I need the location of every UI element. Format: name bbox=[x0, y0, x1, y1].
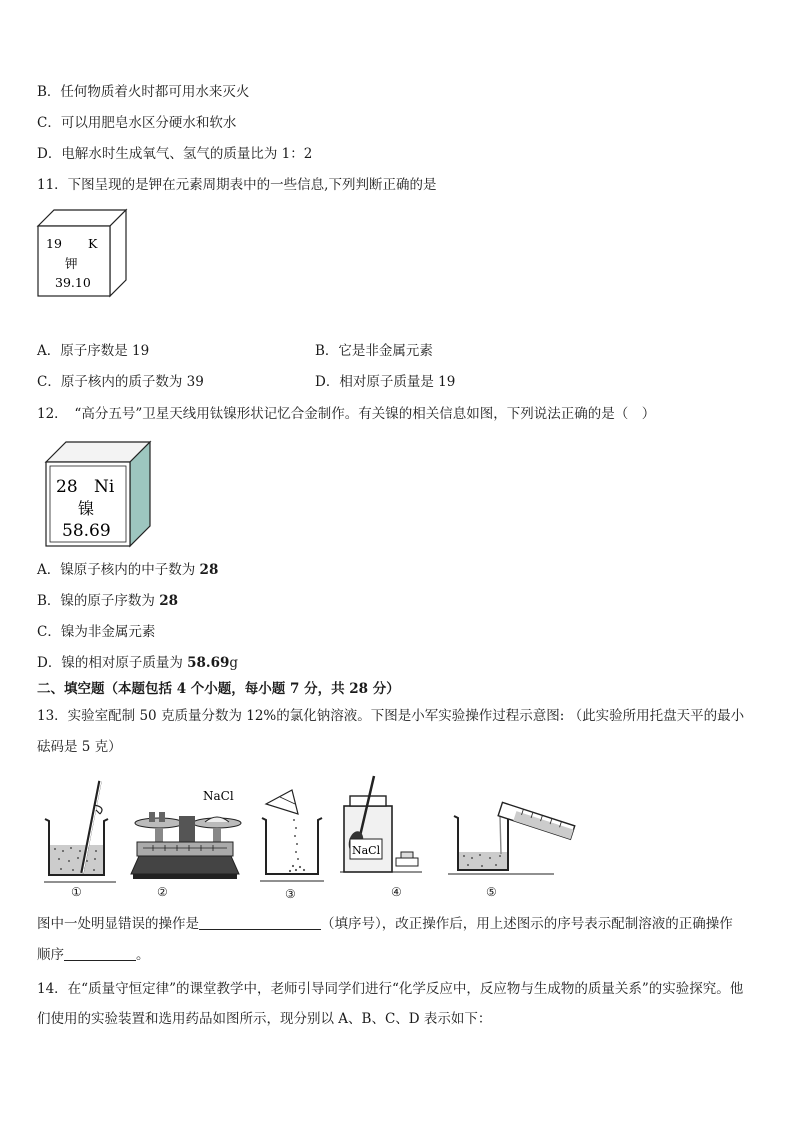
figure-4-reagent-jar bbox=[338, 772, 424, 880]
q10-option-b: B．任何物质着火时都可用水来灭火 bbox=[37, 84, 250, 100]
q11-option-d: D．相对原子质量是 19 bbox=[315, 374, 456, 390]
ni-atomic-number: 28 bbox=[56, 477, 78, 497]
k-symbol: K bbox=[88, 236, 98, 251]
ni-symbol: Ni bbox=[94, 477, 115, 497]
q13-answer-2-suffix: 。 bbox=[136, 947, 150, 963]
nacl-balance-label: NaCl bbox=[203, 789, 234, 803]
k-atomic-number: 19 bbox=[46, 236, 62, 251]
figure-1-caption: ① bbox=[71, 885, 82, 899]
figure-5-caption: ⑤ bbox=[486, 885, 497, 899]
q11-option-b: B．它是非金属元素 bbox=[315, 343, 433, 359]
q12-option-d-unit: g bbox=[229, 655, 239, 671]
q12-option-b-value: 28 bbox=[159, 593, 179, 609]
q13-answer-2-prefix: 顺序 bbox=[37, 947, 64, 963]
q12-option-b-text: B．镍的原子序数为 bbox=[37, 593, 160, 609]
figure-2-balance-scale bbox=[125, 782, 245, 885]
k-name: 钾 bbox=[65, 256, 78, 271]
ni-atomic-mass: 58.69 bbox=[62, 521, 111, 541]
q13-answer-1-suffix: （填序号），改正操作后，用上述图示的序号表示配制溶液的正确操作 bbox=[321, 916, 733, 932]
q12-option-a-value: 28 bbox=[199, 562, 219, 578]
q10-option-d: D．电解水时生成氧气、氢气的质量比为 1：2 bbox=[37, 146, 313, 162]
figure-1-stirring-beaker bbox=[40, 775, 120, 887]
q12-option-a bbox=[37, 561, 218, 579]
q13-blank-wrong-step[interactable] bbox=[199, 915, 321, 930]
potassium-element-cell bbox=[34, 206, 134, 300]
k-atomic-mass: 39.10 bbox=[55, 275, 91, 290]
figure-3-caption: ③ bbox=[285, 887, 296, 901]
q14-stem-line2: 们使用的实验装置和选用药品如图所示，现分别以 A、B、C、D 表示如下： bbox=[37, 1011, 492, 1027]
q12-option-b bbox=[37, 592, 178, 610]
q10-option-c: C．可以用肥皂水区分硬水和软水 bbox=[37, 115, 237, 131]
nickel-element-cell bbox=[42, 438, 156, 550]
figure-2-caption: ② bbox=[157, 885, 168, 899]
nacl-jar-label: NaCl bbox=[352, 844, 381, 857]
q12-option-d-value: 58.69 bbox=[187, 655, 230, 671]
q13-stem-line2: 砝码是 5 克） bbox=[37, 739, 122, 755]
q13-blank-correct-order[interactable] bbox=[64, 946, 136, 961]
q14-stem-line1: 14．在“质量守恒定律”的课堂教学中，老师引导同学们进行“化学反应中，反应物与生成物的质量关系”的实验探究。他 bbox=[37, 981, 744, 997]
q13-answer-line2 bbox=[37, 946, 150, 964]
q13-answer-1-prefix: 图中一处明显错误的操作是 bbox=[37, 916, 199, 932]
section-2-title: 二、填空题（本题包括 4 个小题，每小题 7 分，共 28 分） bbox=[37, 681, 400, 697]
ni-name: 镍 bbox=[78, 499, 95, 518]
q12-option-a-text: A．镍原子核内的中子数为 bbox=[37, 562, 200, 578]
figure-4-caption: ④ bbox=[391, 885, 402, 899]
figure-3-adding-solid bbox=[258, 786, 328, 886]
q13-answer-line1 bbox=[37, 915, 733, 933]
q11-option-c: C．原子核内的质子数为 39 bbox=[37, 374, 204, 390]
q11-option-a: A．原子序数是 19 bbox=[37, 343, 150, 359]
q12-option-d-text: D．镍的相对原子质量为 bbox=[37, 655, 188, 671]
q13-stem-line1: 13．实验室配制 50 克质量分数为 12%的氯化钠溶液。下图是小军实验操作过程示意图: （此实验所用托盘天平的最小 bbox=[37, 708, 745, 724]
q11-stem: 11．下图呈现的是钾在元素周期表中的一些信息,下列判断正确的是 bbox=[37, 177, 437, 193]
q12-option-c: C．镍为非金属元素 bbox=[37, 624, 156, 640]
q12-option-d bbox=[37, 654, 238, 672]
figure-5-pouring-water bbox=[446, 798, 586, 878]
q12-stem: 12． “高分五号”卫星天线用钛镍形状记忆合金制作。有关镍的相关信息如图，下列说法正确的是（ ） bbox=[37, 406, 656, 422]
